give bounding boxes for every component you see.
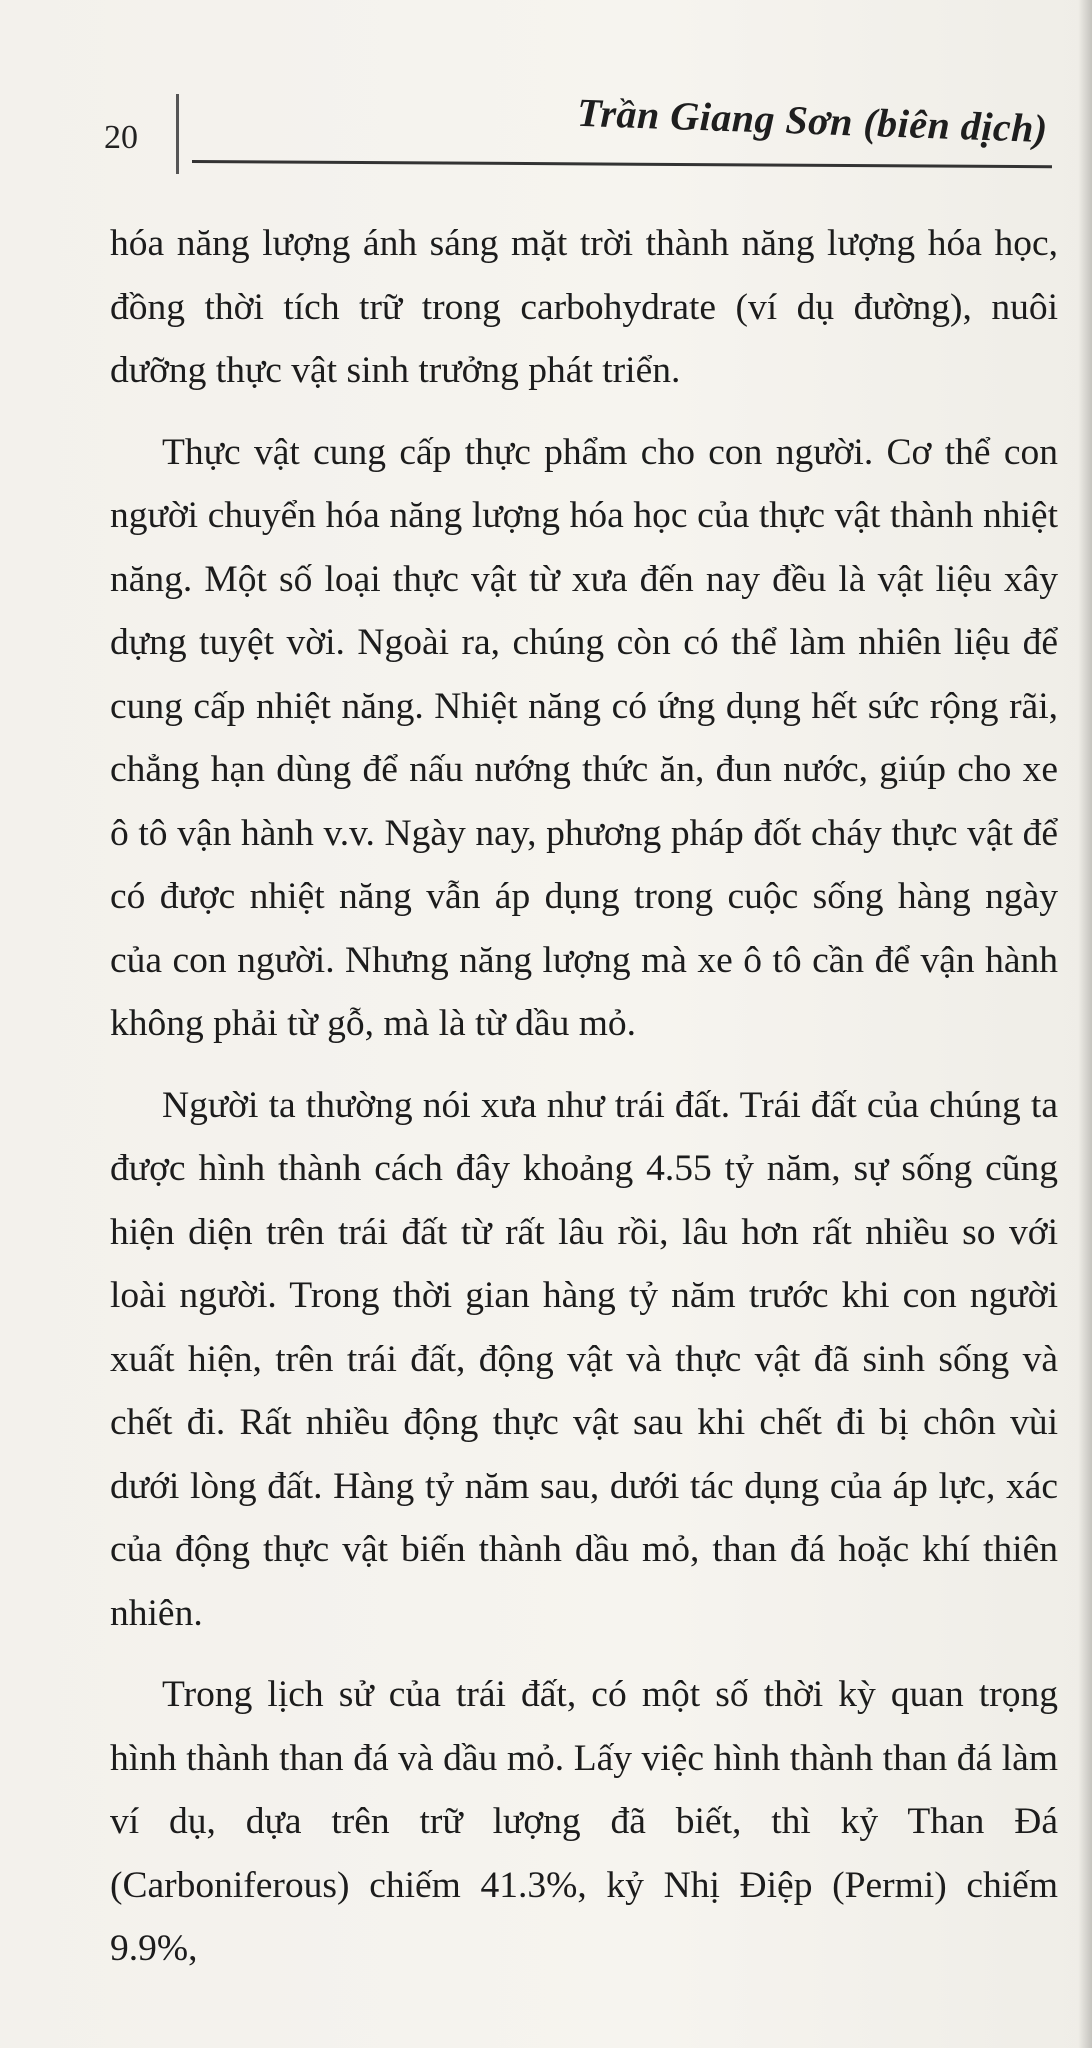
page-number: 20	[104, 119, 138, 156]
paragraph: Người ta thường nói xưa như trái đất. Trái đất của chúng ta được hình thành cách đây khoảng 4.55 tỷ năm, sự sống cũng hiện diện trên trái đất từ rất lâu rồi, lâu hơn rất nhiều so với loài người. Trong thời gian hàng tỷ năm trước khi con người xuất hiện, trên trái đất, động vật và thực vật đã sinh sống và chết đi. Rất nhiều động thực vật sau khi chết đi bị chôn vùi dưới lòng đất. Hàng tỷ năm sau, dưới tác dụng của áp lực, xác của động thực vật biến thành dầu mỏ, than đá hoặc khí thiên nhiên.	[110, 1084, 1058, 1634]
header-divider-vertical	[176, 94, 179, 174]
paragraph: hóa năng lượng ánh sáng mặt trời thành năng lượng hóa học, đồng thời tích trữ trong carbohydrate (ví dụ đường), nuôi dưỡng thực vật sinh trưởng phát triển.	[110, 223, 1058, 391]
header-rule	[192, 160, 1052, 168]
paragraph: Thực vật cung cấp thực phẩm cho con người. Cơ thể con người chuyển hóa năng lượng hóa học của thực vật thành nhiệt năng. Một số loại thực vật từ xưa đến nay đều là vật liệu xây dựng tuyệt vời. Ngoài ra, chúng còn có thể làm nhiên liệu để cung cấp nhiệt năng. Nhiệt năng có ứng dụng hết sức rộng rãi, chẳng hạn dùng để nấu nướng thức ăn, đun nước, giúp cho xe ô tô vận hành v.v. Ngày nay, phương pháp đốt cháy thực vật để có được nhiệt năng vẫn áp dụng trong cuộc sống hàng ngày của con người. Nhưng năng lượng mà xe ô tô cần để vận hành không phải từ gỗ, mà là từ dầu mỏ.	[110, 431, 1058, 1044]
header-author: Trần Giang Sơn (biên dịch)	[576, 89, 1049, 152]
page-edge-shadow	[1078, 0, 1092, 2048]
paragraph: Trong lịch sử của trái đất, có một số thời kỳ quan trọng hình thành than đá và dầu mỏ. Lấy việc hình thành than đá làm ví dụ, dựa trên trữ lượng đã biết, thì kỷ Than Đá (Carboniferous) chiếm 41.3%, kỷ Nhị Điệp (Permi) chiếm 9.9%,	[110, 1674, 1058, 1969]
body-text	[110, 212, 1058, 1999]
page-header	[0, 0, 1092, 180]
